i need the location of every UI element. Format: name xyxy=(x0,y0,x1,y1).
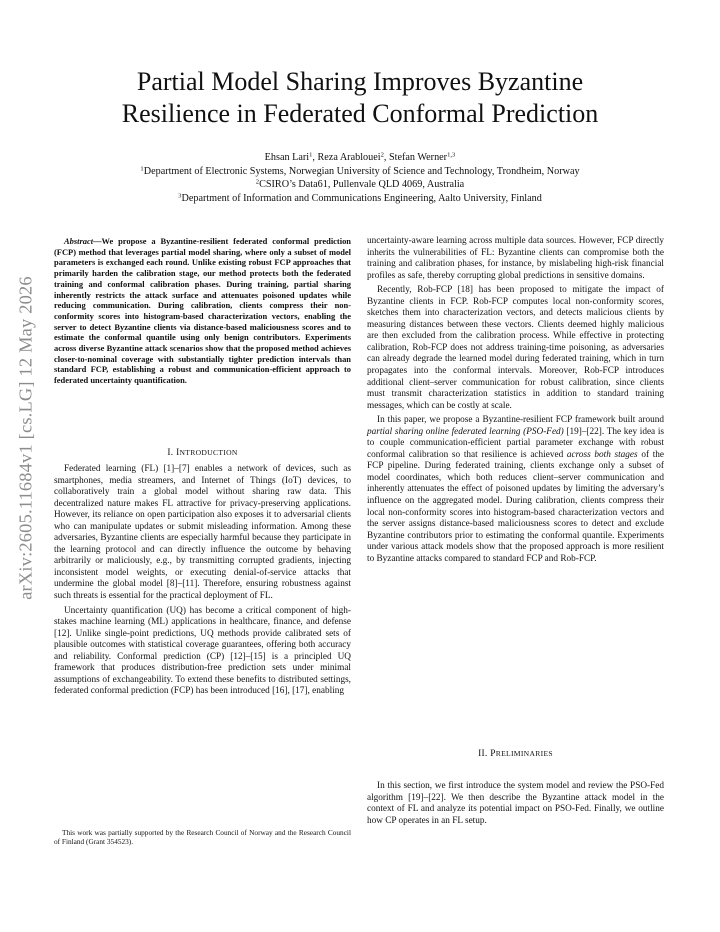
arxiv-stamp: arXiv:2605.11684v1 [cs.LG] 12 May 2026 xyxy=(15,276,36,600)
affiliation-2: $^2$CSIRO’s Data61, Pullenvale QLD 4069, Australia xyxy=(255,178,465,190)
author-list: Ehsan Lari$^1$, Reza Arablouei$^2$, Stefan Werner$^{1,3}$ xyxy=(264,151,456,163)
title-line-2: Resilience in Federated Conformal Prediction xyxy=(121,99,599,128)
funding-footnote: This work was partially supported by the Research Council of Norway and the Research Council of Finland (Grant 354523). xyxy=(54,828,351,847)
section-introduction xyxy=(54,447,351,698)
intro-paragraph-2: Uncertainty quantification (UQ) has become a critical component of high-stakes machine learning (ML) applications in healthcare, finance, and defense [12]. Unlike single-point predictions, UQ methods provide calibrated sets of plausible outcomes with statistical coverage guarantees, offering both accuracy and reliability. Conformal prediction (CP) [12]–[15] is a principled UQ framework that produces distribution-free prediction sets under minimal assumptions of exchangeability. To extend these benefits to distributed settings, federated conformal prediction (FCP) has been introduced [16], [17], enabling xyxy=(54,605,351,697)
affiliation-1: $^1$Department of Electronic Systems, Norwegian University of Science and Technology, Trondheim, Norway xyxy=(140,165,580,177)
author-name: Reza Arablouei xyxy=(317,152,381,163)
affiliation-3: $^3$Department of Information and Communications Engineering, Aalto University, Finland xyxy=(178,192,542,204)
intro-paragraph-1: Federated learning (FL) [1]–[7] enables a network of devices, such as smartphones, media streamers, and Internet of Things (IoT) devices, to collaboratively train a global model without sharing raw data. This decentralized nature makes FL attractive for privacy-preserving applications. However, its reliance on open participation also exposes it to adversarial clients who can manipulate updates or submit misleading information. Among these adversaries, Byzantine clients are especially harmful because they participate in the learning protocol and can directly influence the outcome by behaving arbitrarily or maliciously, e.g., by transmitting corrupted gradients, injecting inconsistent model weights, or executing denial-of-service attacks that undermine the global model [8]–[11]. Therefore, ensuring robustness against such threats is essential for the practical deployment of FL. xyxy=(54,464,351,602)
abstract-label: Abstract xyxy=(64,236,94,246)
contribution-paragraph: In this paper, we propose a Byzantine-resilient FCP framework built around partial sharing online federated learning (PSO-Fed) [19]–[22]. The key idea is to couple communication-efficient partial parameter exchange with robust conformal calibration so that resilience is achieved across both stages of the FCP pipeline. During federated training, clients exchange only a subset of model coordinates, which both reduces client–server communication and inherently attenuates the effect of poisoned updates by limiting the adversary’s influence on the aggregated model. During calibration, clients compress their local non-conformity scores into histogram-based characterization vectors and the server assigns distance-based maliciousness scores to detect and exclude Byzantine contributors prior to estimating the conformal quantile. Experiments under various attack models show that the proposed approach is more resilient to Byzantine attacks compared to standard FCP and Rob-FCP. xyxy=(367,415,665,564)
author-affiliation-mark: 1,3 xyxy=(447,151,456,159)
preliminaries-intro xyxy=(367,781,664,827)
rob-fcp-paragraph: Recently, Rob-FCP [18] has been proposed to mitigate the impact of Byzantine clients in FCP. Rob-FCP computes local non-conformity scores, sketches them into characterization vectors, and detects malicious clients by measuring distances between these vectors. Clients deemed highly malicious are then excluded from the calibration process. While effective in protecting calibration, Rob-FCP does not address training-time poisoning, as adversaries can already degrade the learned model during federated training, which in turn propagates into the conformal intervals. Moreover, Rob-FCP introduces additional client–server communication for robust calibration, since clients must transmit characterization statistics in addition to standard training messages, which can be costly at scale. xyxy=(367,285,664,411)
intro-continued-paragraph: uncertainty-aware learning across multiple data sources. However, FCP directly inherits the vulnerabilities of FL: Byzantine clients can compromise both the training and calibration phases, for instance, by mislabeling high-risk financial profiles as safe, thereby corrupting global predictions in sensitive domains. xyxy=(367,236,664,281)
author-affiliation-mark: 2 xyxy=(380,151,384,159)
title-line-1: Partial Model Sharing Improves Byzantine xyxy=(136,67,584,96)
author-name: Stefan Werner xyxy=(388,152,448,163)
author-affiliation-mark: 1 xyxy=(309,151,313,159)
paper-title xyxy=(60,66,660,130)
section-heading-introduction: I. INTRODUCTION xyxy=(167,448,238,458)
section-heading-preliminaries: II. PRELIMINARIES xyxy=(478,749,553,759)
section-preliminaries xyxy=(367,748,664,760)
preliminaries-paragraph: In this section, we first introduce the system model and review the PSO-Fed algorithm [19]–[22]. We then describe the Byzantine attack model in the context of FL and analyze its potential impact on PSO-Fed. Finally, we outline how CP operates in an FL setup. xyxy=(367,781,664,826)
author-name: Ehsan Lari xyxy=(264,152,310,163)
right-column xyxy=(367,236,664,565)
author-block xyxy=(60,151,660,205)
abstract-text: —We propose a Byzantine-resilient federated conformal prediction (FCP) method that leverages partial model sharing, where only a subset of model parameters is exchanged each round. Unlike existing robust FCP approaches that primarily harden the calibration stage, our method protects both the federated training and conformal calibration phases. During training, partial sharing inherently restricts the attack surface and attenuates poisoned updates while reducing communication. During calibration, clients compress their non-conformity scores into histogram-based characterization vectors, enabling the server to detect Byzantine clients via distance-based maliciousness scores and to estimate the conformal quantile using only benign contributors. Experiments across diverse Byzantine attack scenarios show that the proposed method achieves closer-to-nominal coverage with substantially tighter prediction intervals than standard FCP, establishing a robust and communication-efficient approach to federated uncertainty quantification. xyxy=(54,236,351,386)
abstract xyxy=(54,236,351,386)
